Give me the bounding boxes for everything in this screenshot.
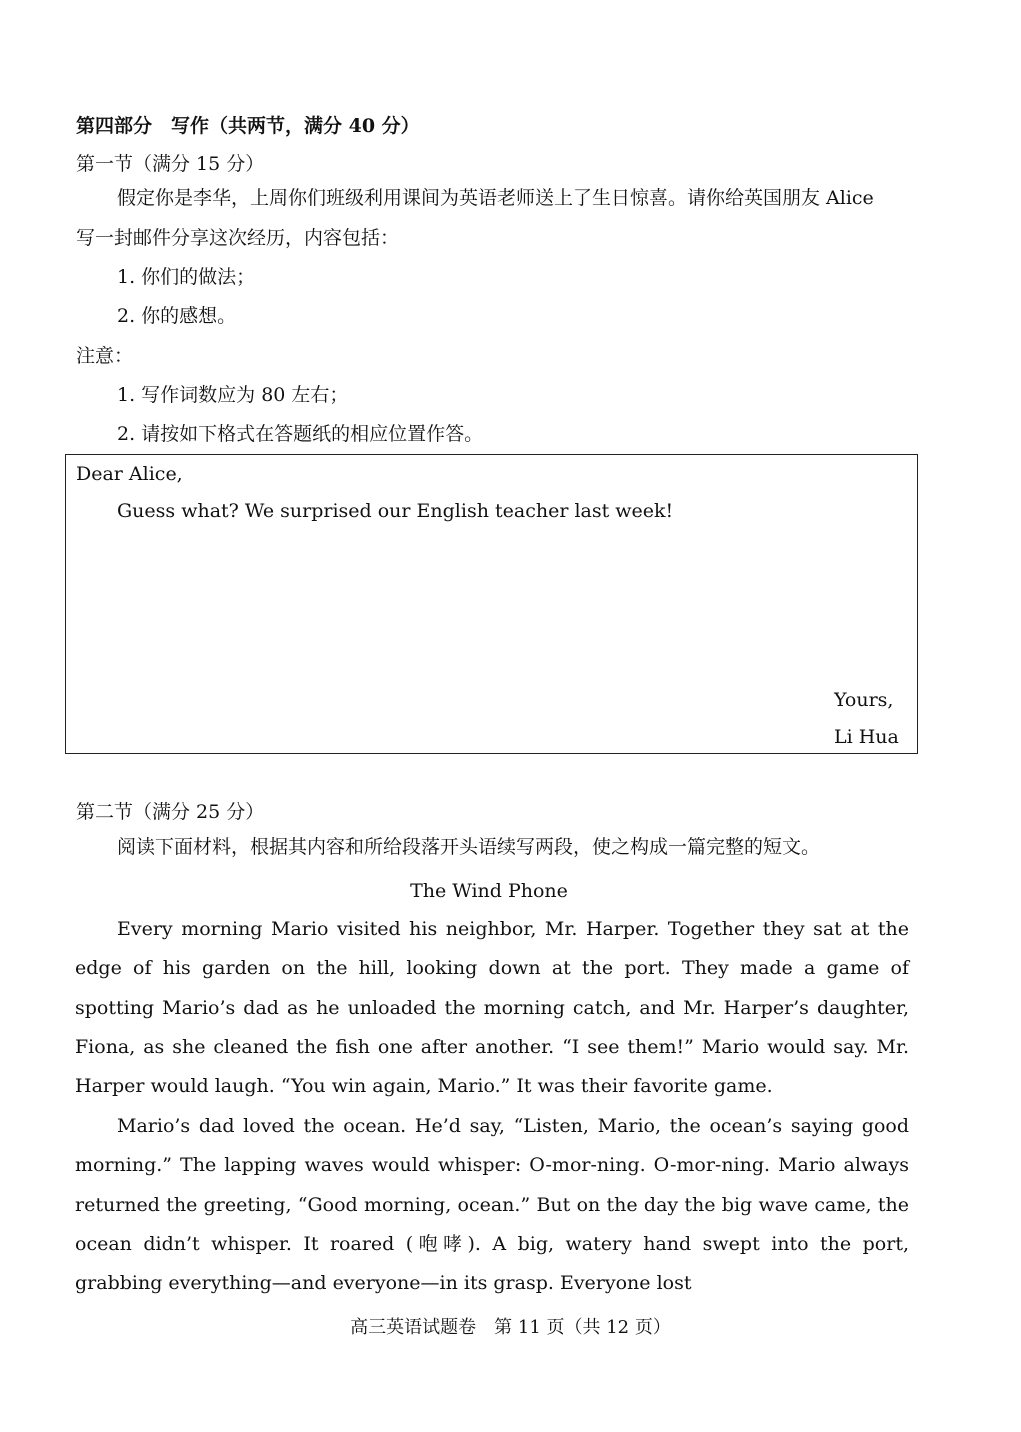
note-1: 1. 写作词数应为 80 左右；: [117, 384, 349, 406]
part-heading: 第四部分 写作（共两节，满分 40 分）: [76, 115, 420, 137]
notes-label: 注意：: [76, 345, 134, 367]
content-item-1: 1. 你们的做法；: [117, 266, 256, 288]
content-item-2: 2. 你的感想。: [117, 305, 237, 327]
page-footer: 高三英语试题卷 第 11 页（共 12 页）: [350, 1317, 671, 1338]
note-2: 2. 请按如下格式在答题纸的相应位置作答。: [117, 423, 484, 445]
prompt-line-2: 写一封邮件分享这次经历，内容包括：: [76, 227, 400, 249]
story-title: The Wind Phone: [410, 880, 568, 902]
story-paragraph-1: [75, 910, 909, 1106]
letter-closing: Yours,: [834, 689, 894, 711]
letter-opening: Guess what? We surprised our English teacher last week!: [117, 500, 674, 522]
prompt-line-1: 假定你是李华，上周你们班级利用课间为英语老师送上了生日惊喜。请你给英国朋友 Alice: [117, 187, 874, 209]
paragraph-1-text: Every morning Mario visited his neighbor, Mr. Harper. Together they sat at the edge of his garden on the hill, looking down at the port. They made a game of spotting Mario’s dad as he unloaded the morning catch, and Mr. Harper’s daughter, Fiona, as she cleaned the fish one after another. “I see them!” Mario would say. Mr. Harper would laugh. “You win again, Mario.” It was their favorite game.: [75, 918, 909, 1098]
story-paragraph-2: [75, 1107, 909, 1303]
paragraph-2-text: Mario’s dad loved the ocean. He’d say, “Listen, Mario, the ocean’s saying good morning.” The lapping waves would whisper: O-mor-ning. O-mor-ning. Mario always returned the greeting, “Good morning, ocean.” But on the day the big wave came, the ocean didn’t whisper. It roared (咆哮). A big, watery hand swept into the port, grabbing everything—and everyone—in its grasp. Everyone lost: [75, 1115, 909, 1295]
section2-instruction: 阅读下面材料，根据其内容和所给段落开头语续写两段，使之构成一篇完整的短文。: [117, 836, 821, 858]
section1-heading: 第一节（满分 15 分）: [76, 153, 265, 175]
letter-salutation: Dear Alice,: [76, 463, 183, 485]
section2-heading: 第二节（满分 25 分）: [76, 801, 265, 823]
letter-signature: Li Hua: [834, 726, 899, 748]
